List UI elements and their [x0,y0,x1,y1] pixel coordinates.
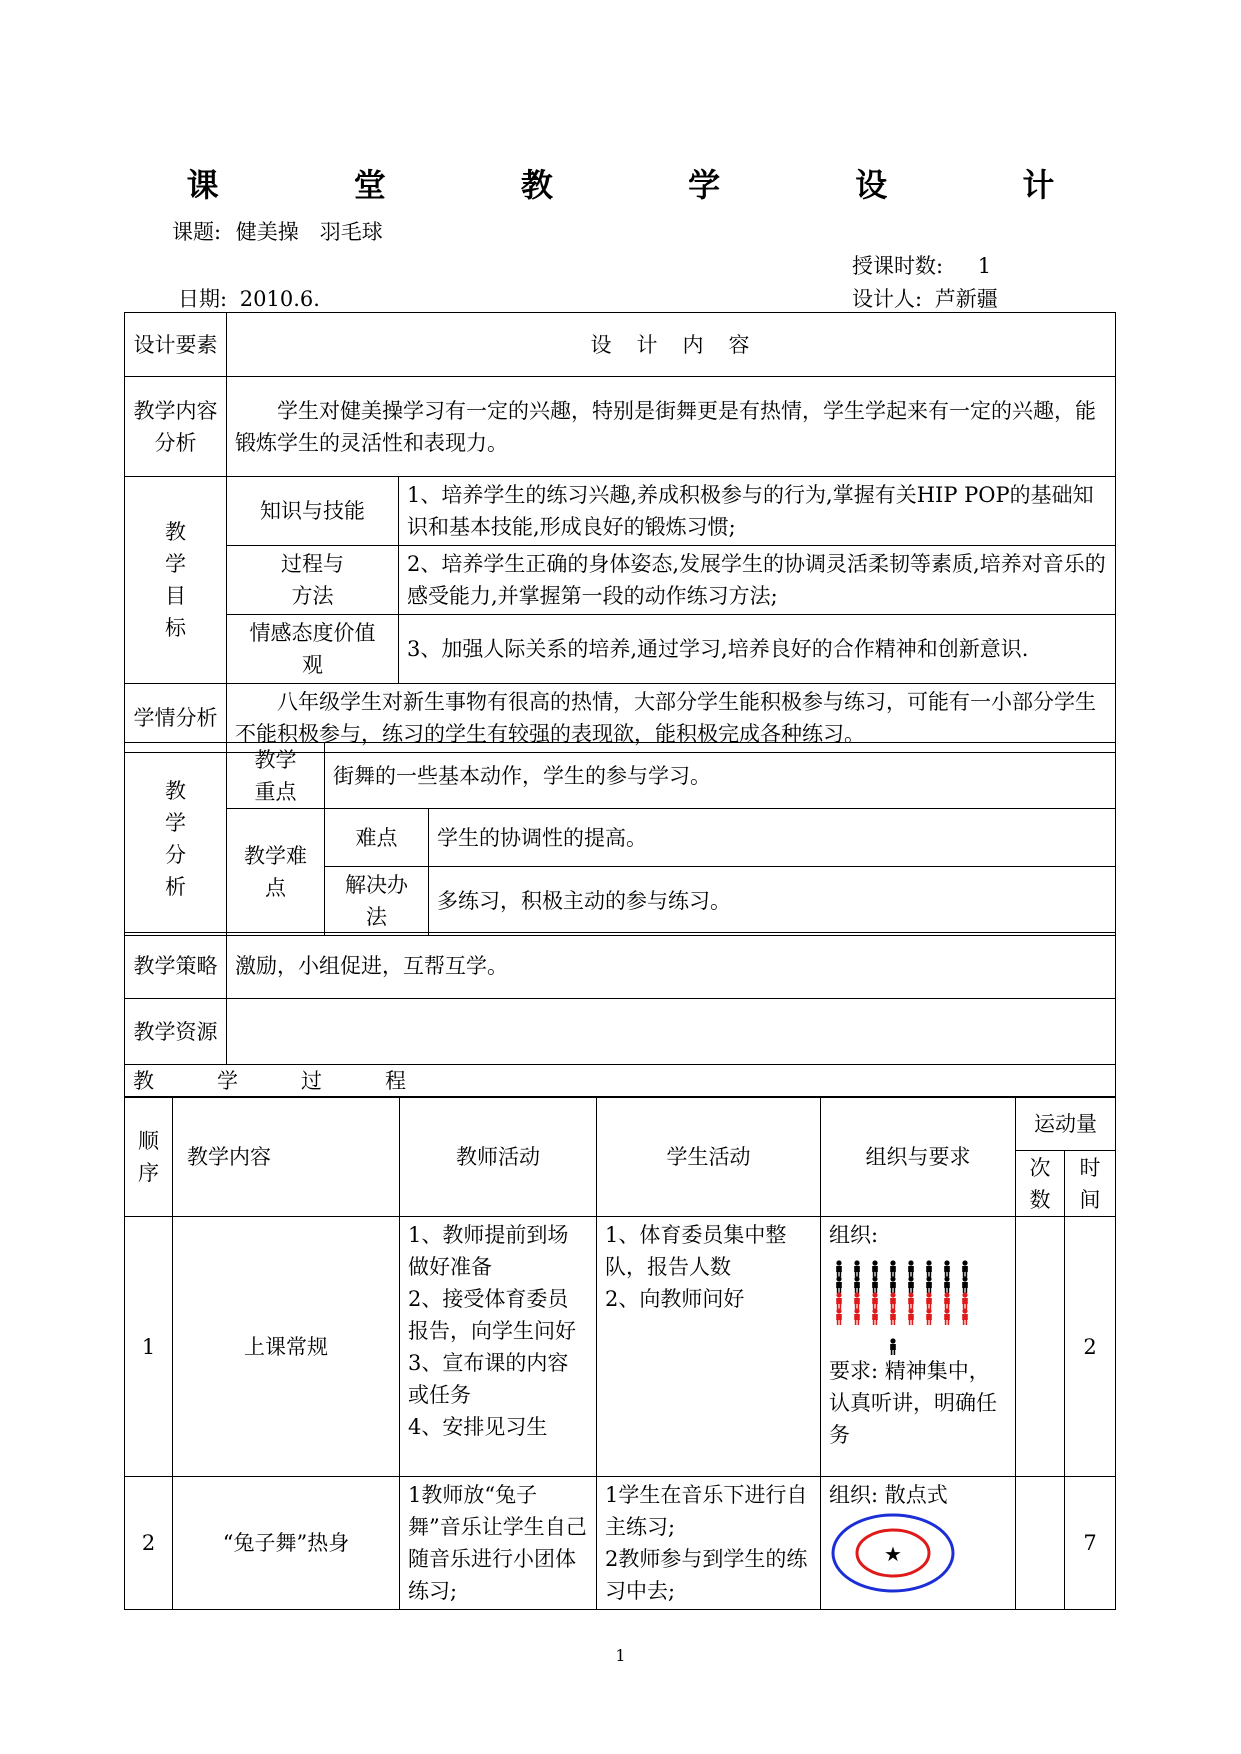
col-amount-header: 运动量 [1016,1097,1116,1151]
strategy-text: 激励，小组促进，互帮互学。 [227,933,1116,999]
col-time-header: 时间 [1065,1151,1116,1217]
date-line [178,283,320,313]
solution-label: 解决办法 [325,867,429,936]
row2-student-item: 2教师参与到学生的练习中去; [605,1547,808,1603]
goal-label-attitude: 情感态度价值观 [227,615,399,684]
col-element-header: 设计要素 [125,313,227,377]
topic-value: 健美操 羽毛球 [235,220,383,244]
col-times-header: 次数 [1016,1151,1065,1217]
row2-teacher [400,1477,597,1610]
row1-teacher [400,1217,597,1477]
topic-line [172,216,383,246]
goal-label-process: 过程与方法 [227,546,399,615]
design-table [124,312,1116,753]
row1-org [821,1217,1016,1477]
analysis-table [124,742,1116,936]
row2-times [1016,1477,1065,1610]
row1-teacher-item: 4、安排见习生 [408,1415,548,1439]
resource-label: 教学资源 [125,999,227,1065]
col-content-header: 设 计 内 容 [227,313,1116,377]
topic-label: 课题: [172,220,222,244]
hours-value: 1 [977,254,992,278]
strategy-table [124,932,1116,1098]
col-teacher-header: 教师活动 [400,1097,597,1217]
hours-line [852,250,991,280]
difficulty-text: 学生的协调性的提高。 [429,809,1116,867]
col-content-header: 教学内容 [173,1097,400,1217]
col-order-header: 顺序 [125,1097,173,1217]
student-analysis-label: 学情分析 [125,684,227,753]
designer-value: 芦新疆 [934,287,998,311]
goal-label-knowledge: 知识与技能 [227,477,399,546]
goals-label: 教学目标 [125,477,227,684]
row2-time: 7 [1065,1477,1116,1610]
row-black-1 [836,1260,968,1277]
row1-time: 2 [1065,1217,1116,1477]
row2-content: “兔子舞”热身 [173,1477,400,1610]
row-red-2 [836,1308,968,1325]
teaching-analysis-label: 教学分析 [125,743,227,936]
hours-label: 授课时数: [852,254,944,278]
content-analysis-label: 教学内容分析 [125,377,227,477]
row1-teacher-item: 2、接受体育委员报告，向学生问好 [408,1287,576,1343]
designer-label: 设计人: [852,287,923,311]
row-black-2 [836,1276,968,1293]
difficulty-label: 教学难点 [227,809,325,936]
teacher-figure [890,1338,896,1355]
date-label: 日期: [178,287,228,311]
process-table [124,1096,1116,1610]
row1-order: 1 [125,1217,173,1477]
difficulty-sub-label: 难点 [325,809,429,867]
row1-teacher-item: 1、教师提前到场做好准备 [408,1223,569,1279]
row1-teacher-item: 3、宣布课的内容或任务 [408,1351,569,1407]
student-analysis-text: 八年级学生对新生事物有很高的热情，大部分学生能积极参与练习，可能有一小部分学生不能积极参与，练习的学生有较强的表现欲，能积极完成各种练习。 [227,684,1116,753]
process-heading: 教 学 过 程 [125,1065,1116,1098]
row2-student [597,1477,821,1610]
row1-student-item: 2、向教师问好 [605,1287,745,1311]
formation-figure [829,1255,999,1355]
row-red-1 [836,1292,968,1309]
row1-times [1016,1217,1065,1477]
row1-student [597,1217,821,1477]
designer-line [852,283,998,313]
resource-text [227,999,1116,1065]
row2-teacher-item: 1教师放“兔子舞”音乐让学生自己随音乐进行小团体练习; [408,1483,587,1603]
row1-student-item: 1、体育委员集中整队，报告人数 [605,1223,787,1279]
col-student-header: 学生活动 [597,1097,821,1217]
row1-org-label: 组织: [829,1223,879,1247]
row2-org [821,1477,1016,1610]
goal-text-process: 2、培养学生正确的身体姿态,发展学生的协调灵活柔韧等素质,培养对音乐的感受能力,并掌握第一段的动作练习方法; [399,546,1116,615]
row2-student-item: 1学生在音乐下进行自主练习; [605,1483,808,1539]
key-point-text: 街舞的一些基本动作，学生的参与学习。 [325,743,1116,809]
row2-org-label: 组织: 散点式 [829,1483,948,1507]
row1-content: 上课常规 [173,1217,400,1477]
goal-text-attitude: 3、加强人际关系的培养,通过学习,培养良好的合作精神和创新意识. [399,615,1116,684]
star-icon: ★ [884,1542,902,1566]
solution-text: 多练习，积极主动的参与练习。 [429,867,1116,936]
row2-order: 2 [125,1477,173,1610]
content-analysis-text: 学生对健美操学习有一定的兴趣，特别是街舞更是有热情，学生学起来有一定的兴趣，能锻炼学生的灵活性和表现力。 [227,377,1116,477]
key-point-label: 教学重点 [227,743,325,809]
page-title: 课 堂 教 学 设 计 [186,166,1117,204]
page-number: 1 [615,1646,626,1665]
scatter-formation-figure [829,1511,959,1595]
date-value: 2010.6. [239,287,320,311]
row1-org-requirement: 要求: 精神集中，认真听讲，明确任务 [829,1359,997,1447]
strategy-label: 教学策略 [125,933,227,999]
goal-text-knowledge: 1、培养学生的练习兴趣,养成积极参与的行为,掌握有关HIP POP的基础知识和基本技能,形成良好的锻炼习惯; [399,477,1116,546]
col-org-header: 组织与要求 [821,1097,1016,1217]
